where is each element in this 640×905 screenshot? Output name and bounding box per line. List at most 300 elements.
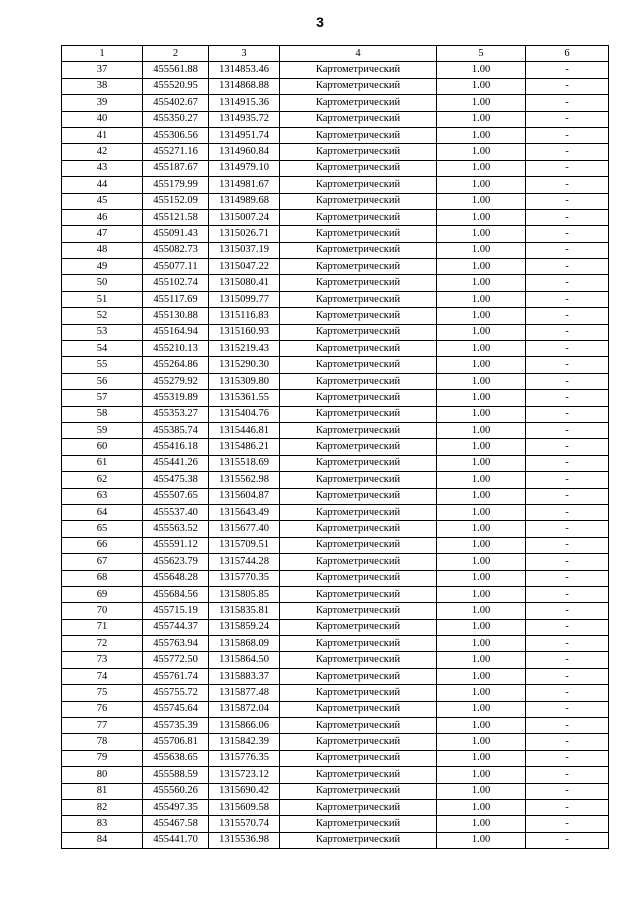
description-cell: - xyxy=(526,586,609,602)
method-cell: Картометрический xyxy=(280,177,437,193)
point-number-cell: 62 xyxy=(62,472,143,488)
table-row xyxy=(62,701,609,717)
description-cell: - xyxy=(526,455,609,471)
y-coordinate-cell: 1315776.35 xyxy=(209,750,280,766)
method-cell: Картометрический xyxy=(280,242,437,258)
table-row xyxy=(62,685,609,701)
table-row xyxy=(62,95,609,111)
x-coordinate-cell: 455507.65 xyxy=(143,488,209,504)
point-number-cell: 78 xyxy=(62,734,143,750)
point-number-cell: 47 xyxy=(62,226,143,242)
accuracy-cell: 1.00 xyxy=(437,111,526,127)
description-cell: - xyxy=(526,144,609,160)
x-coordinate-cell: 455102.74 xyxy=(143,275,209,291)
method-cell: Картометрический xyxy=(280,488,437,504)
y-coordinate-cell: 1314981.67 xyxy=(209,177,280,193)
point-number-cell: 52 xyxy=(62,308,143,324)
method-cell: Картометрический xyxy=(280,586,437,602)
table-body xyxy=(62,62,609,849)
description-cell: - xyxy=(526,832,609,848)
y-coordinate-cell: 1315518.69 xyxy=(209,455,280,471)
accuracy-cell: 1.00 xyxy=(437,799,526,815)
point-number-cell: 43 xyxy=(62,160,143,176)
method-cell: Картометрический xyxy=(280,95,437,111)
method-cell: Картометрический xyxy=(280,734,437,750)
description-cell: - xyxy=(526,242,609,258)
table-row xyxy=(62,750,609,766)
y-coordinate-cell: 1315868.09 xyxy=(209,636,280,652)
table-row xyxy=(62,324,609,340)
description-cell: - xyxy=(526,504,609,520)
point-number-cell: 61 xyxy=(62,455,143,471)
accuracy-cell: 1.00 xyxy=(437,62,526,78)
table-row xyxy=(62,472,609,488)
method-cell: Картометрический xyxy=(280,619,437,635)
table-row xyxy=(62,439,609,455)
method-cell: Картометрический xyxy=(280,127,437,143)
description-cell: - xyxy=(526,734,609,750)
accuracy-cell: 1.00 xyxy=(437,570,526,586)
table-row xyxy=(62,78,609,94)
table-row xyxy=(62,160,609,176)
point-number-cell: 54 xyxy=(62,341,143,357)
table-row xyxy=(62,718,609,734)
x-coordinate-cell: 455130.88 xyxy=(143,308,209,324)
point-number-cell: 82 xyxy=(62,799,143,815)
column-header-4: 4 xyxy=(280,46,437,62)
method-cell: Картометрический xyxy=(280,193,437,209)
table-row xyxy=(62,62,609,78)
method-cell: Картометрический xyxy=(280,275,437,291)
description-cell: - xyxy=(526,750,609,766)
table-row xyxy=(62,619,609,635)
description-cell: - xyxy=(526,308,609,324)
table-row xyxy=(62,570,609,586)
y-coordinate-cell: 1315677.40 xyxy=(209,521,280,537)
y-coordinate-cell: 1315690.42 xyxy=(209,783,280,799)
description-cell: - xyxy=(526,537,609,553)
description-cell: - xyxy=(526,701,609,717)
y-coordinate-cell: 1314868.88 xyxy=(209,78,280,94)
column-header-3: 3 xyxy=(209,46,280,62)
x-coordinate-cell: 455591.12 xyxy=(143,537,209,553)
method-cell: Картометрический xyxy=(280,144,437,160)
y-coordinate-cell: 1315290.30 xyxy=(209,357,280,373)
accuracy-cell: 1.00 xyxy=(437,488,526,504)
description-cell: - xyxy=(526,341,609,357)
method-cell: Картометрический xyxy=(280,685,437,701)
point-number-cell: 65 xyxy=(62,521,143,537)
accuracy-cell: 1.00 xyxy=(437,521,526,537)
x-coordinate-cell: 455745.64 xyxy=(143,701,209,717)
accuracy-cell: 1.00 xyxy=(437,537,526,553)
accuracy-cell: 1.00 xyxy=(437,177,526,193)
description-cell: - xyxy=(526,636,609,652)
accuracy-cell: 1.00 xyxy=(437,324,526,340)
table-row xyxy=(62,127,609,143)
x-coordinate-cell: 455755.72 xyxy=(143,685,209,701)
table-row xyxy=(62,586,609,602)
x-coordinate-cell: 455091.43 xyxy=(143,226,209,242)
table-row xyxy=(62,259,609,275)
y-coordinate-cell: 1315864.50 xyxy=(209,652,280,668)
accuracy-cell: 1.00 xyxy=(437,259,526,275)
method-cell: Картометрический xyxy=(280,701,437,717)
table-row xyxy=(62,455,609,471)
description-cell: - xyxy=(526,78,609,94)
method-cell: Картометрический xyxy=(280,816,437,832)
description-cell: - xyxy=(526,111,609,127)
y-coordinate-cell: 1315160.93 xyxy=(209,324,280,340)
point-number-cell: 76 xyxy=(62,701,143,717)
point-number-cell: 41 xyxy=(62,127,143,143)
y-coordinate-cell: 1315872.04 xyxy=(209,701,280,717)
y-coordinate-cell: 1314935.72 xyxy=(209,111,280,127)
description-cell: - xyxy=(526,127,609,143)
accuracy-cell: 1.00 xyxy=(437,357,526,373)
point-number-cell: 48 xyxy=(62,242,143,258)
method-cell: Картометрический xyxy=(280,439,437,455)
table-row xyxy=(62,537,609,553)
point-number-cell: 37 xyxy=(62,62,143,78)
method-cell: Картометрический xyxy=(280,357,437,373)
x-coordinate-cell: 455416.18 xyxy=(143,439,209,455)
description-cell: - xyxy=(526,390,609,406)
table-row xyxy=(62,144,609,160)
x-coordinate-cell: 455402.67 xyxy=(143,95,209,111)
method-cell: Картометрический xyxy=(280,668,437,684)
method-cell: Картометрический xyxy=(280,750,437,766)
y-coordinate-cell: 1315361.55 xyxy=(209,390,280,406)
description-cell: - xyxy=(526,488,609,504)
method-cell: Картометрический xyxy=(280,259,437,275)
point-number-cell: 44 xyxy=(62,177,143,193)
accuracy-cell: 1.00 xyxy=(437,816,526,832)
x-coordinate-cell: 455441.26 xyxy=(143,455,209,471)
point-number-cell: 40 xyxy=(62,111,143,127)
accuracy-cell: 1.00 xyxy=(437,209,526,225)
y-coordinate-cell: 1315486.21 xyxy=(209,439,280,455)
method-cell: Картометрический xyxy=(280,603,437,619)
y-coordinate-cell: 1314915.36 xyxy=(209,95,280,111)
table-row xyxy=(62,291,609,307)
y-coordinate-cell: 1315835.81 xyxy=(209,603,280,619)
point-number-cell: 51 xyxy=(62,291,143,307)
method-cell: Картометрический xyxy=(280,390,437,406)
x-coordinate-cell: 455467.58 xyxy=(143,816,209,832)
accuracy-cell: 1.00 xyxy=(437,193,526,209)
x-coordinate-cell: 455475.38 xyxy=(143,472,209,488)
table-header-row xyxy=(62,46,609,62)
description-cell: - xyxy=(526,406,609,422)
y-coordinate-cell: 1315709.51 xyxy=(209,537,280,553)
point-number-cell: 70 xyxy=(62,603,143,619)
point-number-cell: 46 xyxy=(62,209,143,225)
table-row xyxy=(62,734,609,750)
y-coordinate-cell: 1315609.58 xyxy=(209,799,280,815)
y-coordinate-cell: 1315744.28 xyxy=(209,554,280,570)
point-number-cell: 64 xyxy=(62,504,143,520)
accuracy-cell: 1.00 xyxy=(437,127,526,143)
y-coordinate-cell: 1315604.87 xyxy=(209,488,280,504)
point-number-cell: 53 xyxy=(62,324,143,340)
accuracy-cell: 1.00 xyxy=(437,472,526,488)
accuracy-cell: 1.00 xyxy=(437,160,526,176)
point-number-cell: 69 xyxy=(62,586,143,602)
y-coordinate-cell: 1314979.10 xyxy=(209,160,280,176)
table-row xyxy=(62,767,609,783)
description-cell: - xyxy=(526,685,609,701)
x-coordinate-cell: 455706.81 xyxy=(143,734,209,750)
y-coordinate-cell: 1314951.74 xyxy=(209,127,280,143)
point-number-cell: 42 xyxy=(62,144,143,160)
x-coordinate-cell: 455623.79 xyxy=(143,554,209,570)
method-cell: Картометрический xyxy=(280,832,437,848)
accuracy-cell: 1.00 xyxy=(437,439,526,455)
page-number: 3 xyxy=(316,14,324,30)
table-row xyxy=(62,357,609,373)
table-row xyxy=(62,341,609,357)
description-cell: - xyxy=(526,291,609,307)
method-cell: Картометрический xyxy=(280,111,437,127)
method-cell: Картометрический xyxy=(280,767,437,783)
y-coordinate-cell: 1315446.81 xyxy=(209,422,280,438)
point-number-cell: 55 xyxy=(62,357,143,373)
point-number-cell: 67 xyxy=(62,554,143,570)
accuracy-cell: 1.00 xyxy=(437,226,526,242)
description-cell: - xyxy=(526,521,609,537)
accuracy-cell: 1.00 xyxy=(437,242,526,258)
y-coordinate-cell: 1314960.84 xyxy=(209,144,280,160)
description-cell: - xyxy=(526,259,609,275)
x-coordinate-cell: 455441.70 xyxy=(143,832,209,848)
method-cell: Картометрический xyxy=(280,521,437,537)
method-cell: Картометрический xyxy=(280,160,437,176)
y-coordinate-cell: 1315805.85 xyxy=(209,586,280,602)
x-coordinate-cell: 455715.19 xyxy=(143,603,209,619)
description-cell: - xyxy=(526,275,609,291)
description-cell: - xyxy=(526,62,609,78)
y-coordinate-cell: 1315770.35 xyxy=(209,570,280,586)
column-header-2: 2 xyxy=(143,46,209,62)
description-cell: - xyxy=(526,422,609,438)
y-coordinate-cell: 1315099.77 xyxy=(209,291,280,307)
x-coordinate-cell: 455648.28 xyxy=(143,570,209,586)
description-cell: - xyxy=(526,603,609,619)
point-number-cell: 68 xyxy=(62,570,143,586)
x-coordinate-cell: 455684.56 xyxy=(143,586,209,602)
table-row xyxy=(62,111,609,127)
x-coordinate-cell: 455210.13 xyxy=(143,341,209,357)
table-row xyxy=(62,275,609,291)
description-cell: - xyxy=(526,767,609,783)
description-cell: - xyxy=(526,357,609,373)
accuracy-cell: 1.00 xyxy=(437,701,526,717)
description-cell: - xyxy=(526,439,609,455)
accuracy-cell: 1.00 xyxy=(437,291,526,307)
table-row xyxy=(62,636,609,652)
method-cell: Картометрический xyxy=(280,570,437,586)
method-cell: Картометрический xyxy=(280,373,437,389)
point-number-cell: 38 xyxy=(62,78,143,94)
x-coordinate-cell: 455560.26 xyxy=(143,783,209,799)
y-coordinate-cell: 1315309.80 xyxy=(209,373,280,389)
table-row xyxy=(62,816,609,832)
y-coordinate-cell: 1315047.22 xyxy=(209,259,280,275)
y-coordinate-cell: 1315723.12 xyxy=(209,767,280,783)
point-number-cell: 50 xyxy=(62,275,143,291)
x-coordinate-cell: 455152.09 xyxy=(143,193,209,209)
method-cell: Картометрический xyxy=(280,78,437,94)
y-coordinate-cell: 1314989.68 xyxy=(209,193,280,209)
accuracy-cell: 1.00 xyxy=(437,406,526,422)
y-coordinate-cell: 1315859.24 xyxy=(209,619,280,635)
description-cell: - xyxy=(526,177,609,193)
y-coordinate-cell: 1315026.71 xyxy=(209,226,280,242)
description-cell: - xyxy=(526,799,609,815)
y-coordinate-cell: 1315562.98 xyxy=(209,472,280,488)
point-number-cell: 73 xyxy=(62,652,143,668)
description-cell: - xyxy=(526,554,609,570)
table-row xyxy=(62,406,609,422)
point-number-cell: 39 xyxy=(62,95,143,111)
table-row xyxy=(62,668,609,684)
x-coordinate-cell: 455497.35 xyxy=(143,799,209,815)
method-cell: Картометрический xyxy=(280,406,437,422)
column-header-1: 1 xyxy=(62,46,143,62)
method-cell: Картометрический xyxy=(280,472,437,488)
accuracy-cell: 1.00 xyxy=(437,455,526,471)
y-coordinate-cell: 1315643.49 xyxy=(209,504,280,520)
x-coordinate-cell: 455537.40 xyxy=(143,504,209,520)
description-cell: - xyxy=(526,160,609,176)
table-row xyxy=(62,832,609,848)
point-number-cell: 45 xyxy=(62,193,143,209)
table-row xyxy=(62,422,609,438)
description-cell: - xyxy=(526,193,609,209)
y-coordinate-cell: 1315570.74 xyxy=(209,816,280,832)
table-row xyxy=(62,521,609,537)
accuracy-cell: 1.00 xyxy=(437,652,526,668)
point-number-cell: 77 xyxy=(62,718,143,734)
x-coordinate-cell: 455117.69 xyxy=(143,291,209,307)
x-coordinate-cell: 455385.74 xyxy=(143,422,209,438)
x-coordinate-cell: 455121.58 xyxy=(143,209,209,225)
y-coordinate-cell: 1315116.83 xyxy=(209,308,280,324)
point-number-cell: 59 xyxy=(62,422,143,438)
description-cell: - xyxy=(526,718,609,734)
method-cell: Картометрический xyxy=(280,341,437,357)
x-coordinate-cell: 455164.94 xyxy=(143,324,209,340)
table-row xyxy=(62,603,609,619)
table-row xyxy=(62,554,609,570)
x-coordinate-cell: 455264.86 xyxy=(143,357,209,373)
description-cell: - xyxy=(526,668,609,684)
x-coordinate-cell: 455563.52 xyxy=(143,521,209,537)
description-cell: - xyxy=(526,373,609,389)
table-row xyxy=(62,488,609,504)
accuracy-cell: 1.00 xyxy=(437,373,526,389)
accuracy-cell: 1.00 xyxy=(437,636,526,652)
y-coordinate-cell: 1315404.76 xyxy=(209,406,280,422)
accuracy-cell: 1.00 xyxy=(437,767,526,783)
accuracy-cell: 1.00 xyxy=(437,341,526,357)
method-cell: Картометрический xyxy=(280,226,437,242)
description-cell: - xyxy=(526,652,609,668)
point-number-cell: 81 xyxy=(62,783,143,799)
description-cell: - xyxy=(526,209,609,225)
point-number-cell: 74 xyxy=(62,668,143,684)
description-cell: - xyxy=(526,783,609,799)
method-cell: Картометрический xyxy=(280,537,437,553)
accuracy-cell: 1.00 xyxy=(437,78,526,94)
table-row xyxy=(62,373,609,389)
table-row xyxy=(62,193,609,209)
point-number-cell: 79 xyxy=(62,750,143,766)
x-coordinate-cell: 455077.11 xyxy=(143,259,209,275)
description-cell: - xyxy=(526,619,609,635)
table-row xyxy=(62,652,609,668)
method-cell: Картометрический xyxy=(280,652,437,668)
point-number-cell: 84 xyxy=(62,832,143,848)
table-row xyxy=(62,226,609,242)
x-coordinate-cell: 455306.56 xyxy=(143,127,209,143)
method-cell: Картометрический xyxy=(280,324,437,340)
y-coordinate-cell: 1315883.37 xyxy=(209,668,280,684)
x-coordinate-cell: 455763.94 xyxy=(143,636,209,652)
description-cell: - xyxy=(526,324,609,340)
point-number-cell: 83 xyxy=(62,816,143,832)
x-coordinate-cell: 455744.37 xyxy=(143,619,209,635)
description-cell: - xyxy=(526,570,609,586)
x-coordinate-cell: 455735.39 xyxy=(143,718,209,734)
table-row xyxy=(62,177,609,193)
x-coordinate-cell: 455353.27 xyxy=(143,406,209,422)
method-cell: Картометрический xyxy=(280,554,437,570)
y-coordinate-cell: 1314853.46 xyxy=(209,62,280,78)
x-coordinate-cell: 455279.92 xyxy=(143,373,209,389)
accuracy-cell: 1.00 xyxy=(437,95,526,111)
accuracy-cell: 1.00 xyxy=(437,504,526,520)
point-number-cell: 71 xyxy=(62,619,143,635)
table-row xyxy=(62,504,609,520)
description-cell: - xyxy=(526,816,609,832)
x-coordinate-cell: 455638.65 xyxy=(143,750,209,766)
point-number-cell: 58 xyxy=(62,406,143,422)
method-cell: Картометрический xyxy=(280,783,437,799)
table-row xyxy=(62,390,609,406)
method-cell: Картометрический xyxy=(280,62,437,78)
x-coordinate-cell: 455082.73 xyxy=(143,242,209,258)
y-coordinate-cell: 1315536.98 xyxy=(209,832,280,848)
table-row xyxy=(62,242,609,258)
accuracy-cell: 1.00 xyxy=(437,685,526,701)
accuracy-cell: 1.00 xyxy=(437,144,526,160)
table-row xyxy=(62,799,609,815)
point-number-cell: 57 xyxy=(62,390,143,406)
accuracy-cell: 1.00 xyxy=(437,308,526,324)
coordinates-table xyxy=(61,45,609,849)
method-cell: Картометрический xyxy=(280,718,437,734)
method-cell: Картометрический xyxy=(280,291,437,307)
accuracy-cell: 1.00 xyxy=(437,586,526,602)
description-cell: - xyxy=(526,472,609,488)
column-header-5: 5 xyxy=(437,46,526,62)
method-cell: Картометрический xyxy=(280,799,437,815)
accuracy-cell: 1.00 xyxy=(437,718,526,734)
accuracy-cell: 1.00 xyxy=(437,619,526,635)
table-row xyxy=(62,783,609,799)
